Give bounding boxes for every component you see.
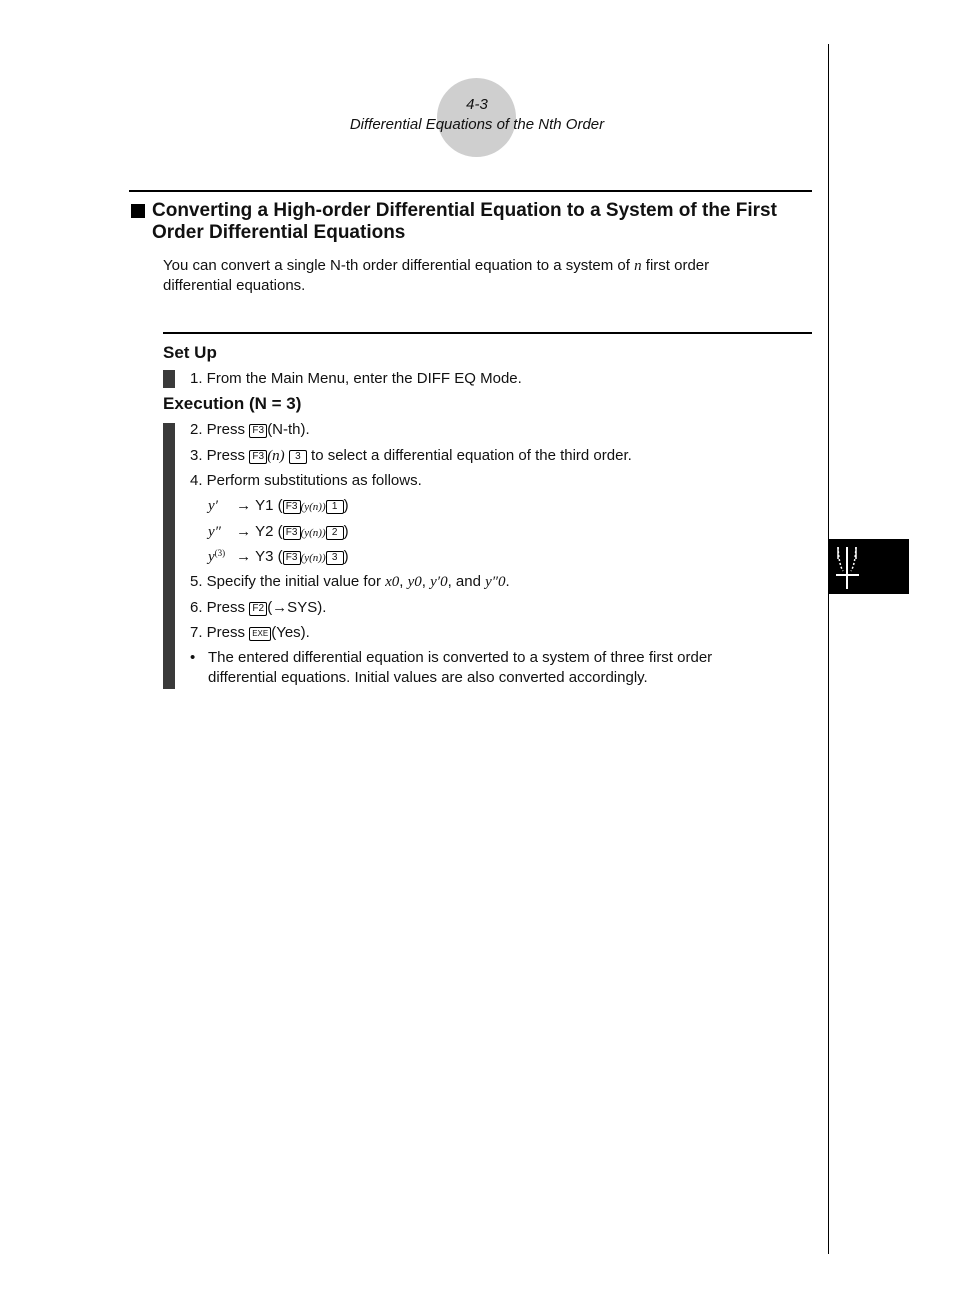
- sub-close: ): [343, 497, 349, 514]
- sub-var-sup: (3): [214, 548, 226, 558]
- sub-yn: (y(n)): [300, 501, 326, 513]
- graph-icon: [829, 539, 909, 594]
- step-6: [190, 599, 326, 616]
- initial-y2: y″0: [485, 574, 506, 590]
- initial-y0: y0: [407, 574, 422, 590]
- heading-line2: Order Differential Equations: [152, 222, 406, 243]
- intro-paragraph: [163, 256, 803, 296]
- setup-step-1: 1. From the Main Menu, enter the DIFF EQ Mode.: [190, 370, 522, 387]
- initial-y1: y′0: [430, 574, 448, 590]
- sub-var: [208, 548, 232, 566]
- sub-target: Y3 (: [255, 548, 283, 565]
- margin-rule: [828, 44, 829, 1254]
- heading-rule: [129, 190, 812, 192]
- setup-title: Set Up: [163, 343, 217, 362]
- sub-yn: (y(n)): [300, 552, 326, 564]
- step-7: [190, 624, 310, 641]
- step-2-suffix: (N-th).: [267, 421, 310, 438]
- sub-close: ): [343, 548, 349, 565]
- intro-line1: [163, 256, 803, 276]
- intro-line2: differential equations.: [163, 277, 306, 294]
- heading-bullet-icon: [131, 204, 145, 218]
- note-line1: The entered differential equation is converted to a system of three first order: [208, 649, 713, 666]
- step-3-suffix: to select a differential equation of the third order.: [306, 447, 632, 464]
- execution-title: Execution (N = 3): [163, 394, 302, 413]
- step-3-n: (n): [267, 448, 285, 464]
- step-5-text: 5. Specify the initial value for: [190, 573, 386, 590]
- step-3: [190, 447, 632, 465]
- key-1: 1: [326, 500, 344, 514]
- note-line2: differential equations. Initial values are also converted accordingly.: [208, 669, 648, 686]
- step-3-text: 3. Press: [190, 447, 250, 464]
- page-heading: [152, 200, 817, 244]
- f3-key: F3: [283, 500, 301, 514]
- f3-key: F3: [283, 551, 301, 565]
- step-7-suffix: (Yes).: [271, 624, 310, 641]
- key-2: 2: [326, 526, 344, 540]
- sep: , and: [447, 573, 486, 590]
- sub-yn: (y(n)): [300, 527, 326, 539]
- initial-x0: x0: [385, 574, 400, 590]
- sub-close: ): [343, 523, 349, 540]
- key-3: 3: [289, 450, 307, 464]
- section-title: Differential Equations of the Nth Order: [349, 116, 605, 133]
- key-3: 3: [326, 551, 344, 565]
- sub-var: y′: [208, 498, 218, 514]
- sep: ,: [399, 573, 408, 590]
- sep: .: [505, 573, 510, 590]
- note-text: [208, 648, 768, 688]
- intro-n: n: [634, 258, 642, 274]
- heading-line1: Converting a High-order Differential Equation to a System of the First: [152, 200, 777, 221]
- step-6-text: 6. Press: [190, 599, 250, 616]
- execution-bar: [163, 423, 175, 689]
- step-5: [190, 573, 510, 591]
- arrow-icon: →: [236, 497, 252, 514]
- arrow-icon: →: [236, 523, 252, 540]
- sub-target: Y2 (: [255, 523, 283, 540]
- f2-key: F2: [249, 602, 267, 616]
- step-7-text: 7. Press: [190, 624, 250, 641]
- substitution-row-1: [208, 497, 349, 515]
- sub-target: Y1 (: [255, 497, 283, 514]
- section-number: 4-3: [466, 96, 488, 113]
- step-4: 4. Perform substitutions as follows.: [190, 472, 422, 489]
- sub-var-base: y: [208, 549, 215, 565]
- f3-key: F3: [283, 526, 301, 540]
- f3-key: F3: [249, 424, 267, 438]
- f3-key: F3: [249, 450, 267, 464]
- step-2-text: 2. Press: [190, 421, 250, 438]
- sub-var: y″: [208, 524, 221, 540]
- substitution-row-3: [208, 548, 349, 566]
- intro-text-before: You can convert a single N-th order differential equation to a system of: [163, 257, 635, 274]
- step-2: [190, 421, 310, 438]
- intro-text-after: first order: [641, 257, 710, 274]
- sep: ,: [421, 573, 431, 590]
- setup-rule: [163, 332, 812, 334]
- note-bullet: •: [190, 649, 196, 666]
- exe-key: EXE: [249, 627, 271, 641]
- arrow-icon: →: [236, 548, 252, 565]
- step-6-suffix: (→SYS).: [267, 599, 327, 616]
- setup-bar: [163, 370, 175, 388]
- substitution-row-2: [208, 523, 349, 541]
- chapter-tab: [829, 539, 909, 594]
